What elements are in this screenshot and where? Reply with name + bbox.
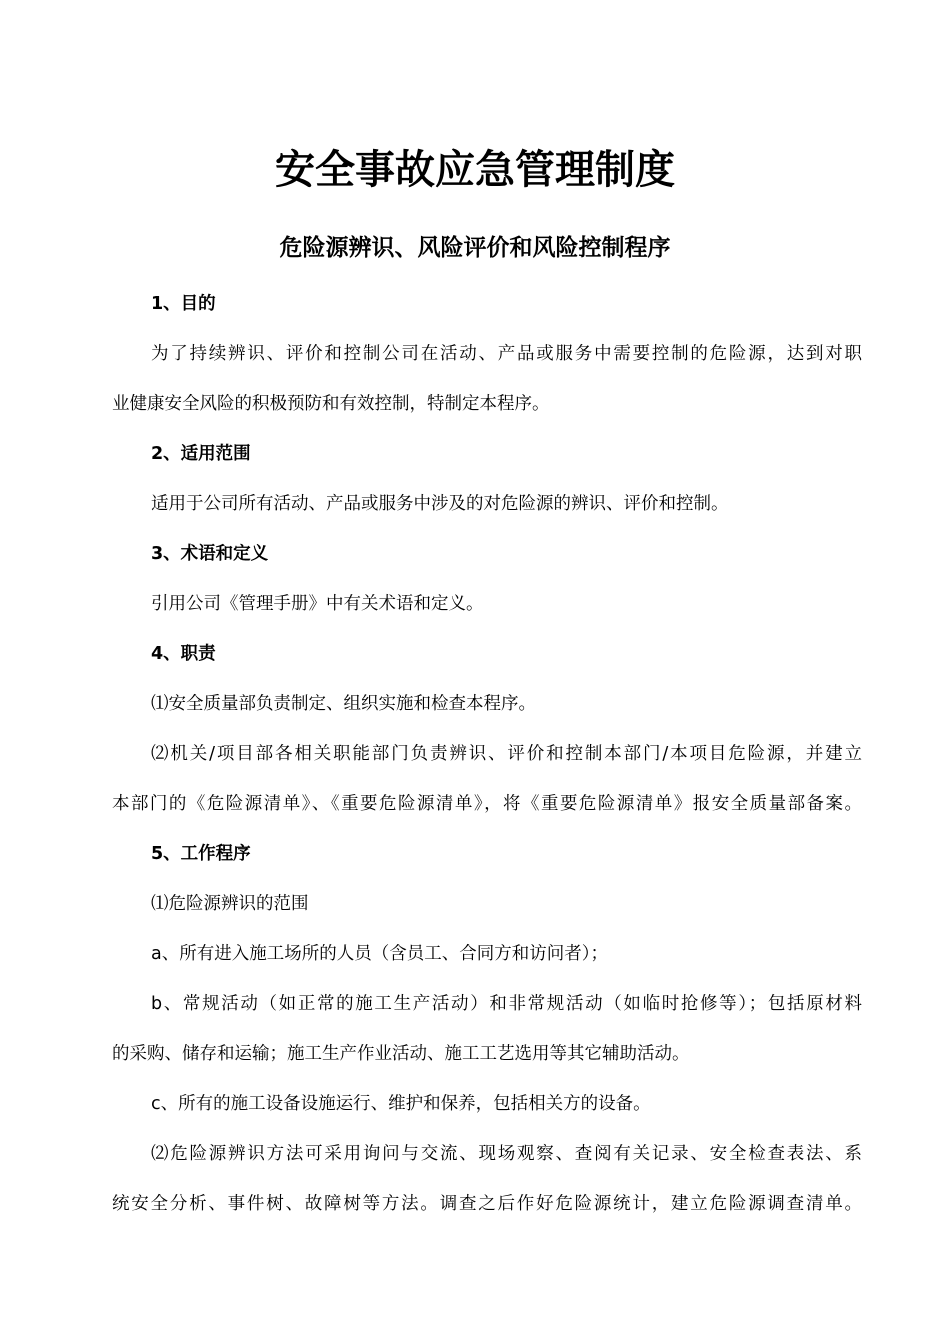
line-text: a、所有进入施工场所的人员（含员工、合同方和访问者）；: [151, 944, 608, 964]
line-text: 的采购、储存和运输；施工生产作业活动、施工工艺选用等其它辅助活动。: [112, 1044, 690, 1064]
paragraph-line: [112, 579, 862, 629]
line-text: 引用公司《管理手册》中有关术语和定义。: [151, 594, 484, 614]
paragraph-line: [112, 829, 862, 879]
paragraph-line: [112, 1029, 862, 1079]
paragraph-line: [112, 879, 862, 929]
line-text: c、所有的施工设备设施运行、维护和保养，包括相关方的设备。: [151, 1094, 651, 1114]
line-text: 统安全分析、事件树、故障树等方法。调查之后作好危险源统计，建立危险源调查清单。: [112, 1194, 862, 1214]
paragraph-line: [112, 529, 862, 579]
line-text: 3、术语和定义: [151, 544, 269, 564]
paragraph-line: [112, 279, 862, 329]
line-text: 适用于公司所有活动、产品或服务中涉及的对危险源的辨识、评价和控制。: [151, 494, 729, 514]
paragraph-line: [112, 479, 862, 529]
paragraph-line: [112, 379, 862, 429]
paragraph-line: [112, 1129, 862, 1179]
line-text: 为了持续辨识、评价和控制公司在活动、产品或服务中需要控制的危险源，达到对职: [151, 344, 862, 364]
line-text: 4、职责: [151, 644, 216, 664]
line-text: 业健康安全风险的积极预防和有效控制，特制定本程序。: [112, 394, 550, 414]
document-body: [112, 279, 862, 1229]
line-text: ⑴安全质量部负责制定、组织实施和检查本程序。: [151, 694, 536, 714]
paragraph-line: [112, 679, 862, 729]
paragraph-line: [112, 729, 862, 779]
paragraph-line: [112, 629, 862, 679]
line-text: b、常规活动（如正常的施工生产活动）和非常规活动（如临时抢修等）；包括原材料: [151, 994, 862, 1014]
line-text: ⑴危险源辨识的范围: [151, 894, 309, 914]
paragraph-line: [112, 429, 862, 479]
line-text: 2、适用范围: [151, 444, 251, 464]
paragraph-line: [112, 1179, 862, 1229]
paragraph-line: [112, 329, 862, 379]
paragraph-line: [112, 979, 862, 1029]
line-text: 1、目的: [151, 294, 216, 314]
document-subtitle: 危险源辨识、风险评价和风险控制程序: [279, 235, 671, 261]
paragraph-line: [112, 929, 862, 979]
paragraph-line: [112, 779, 862, 829]
line-text: 本部门的《危险源清单》、《重要危险源清单》，将《重要危险源清单》报安全质量部备案。: [112, 794, 862, 814]
line-text: 5、工作程序: [151, 844, 251, 864]
paragraph-line: [112, 1079, 862, 1129]
line-text: ⑵危险源辨识方法可采用询问与交流、现场观察、查阅有关记录、安全检查表法、系: [151, 1144, 862, 1164]
line-text: ⑵机关/项目部各相关职能部门负责辨识、评价和控制本部门/本项目危险源，并建立: [151, 744, 862, 764]
document-title: 安全事故应急管理制度: [275, 147, 675, 193]
